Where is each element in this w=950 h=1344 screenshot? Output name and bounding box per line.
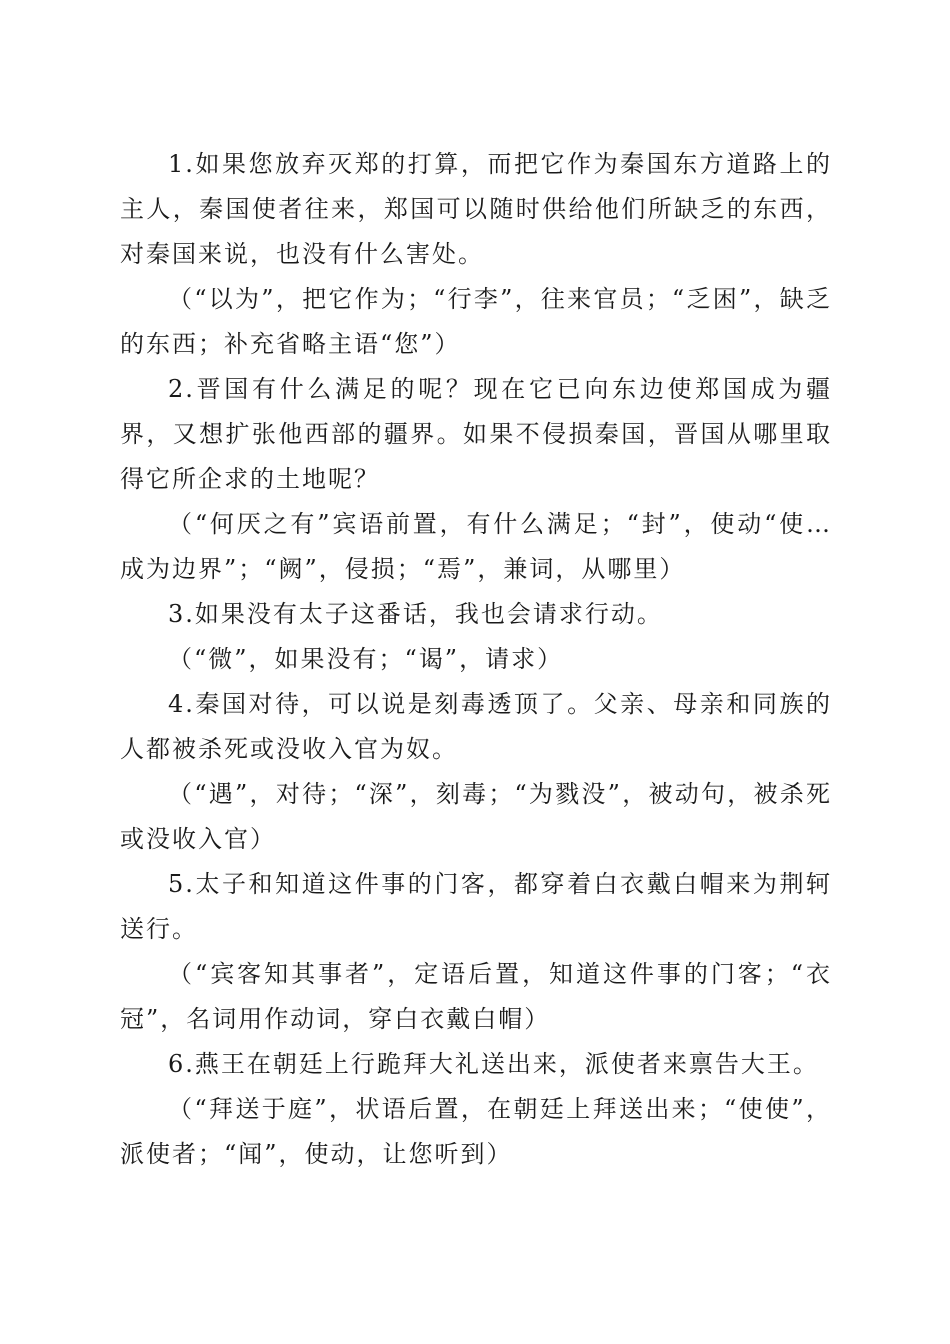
translation-paragraph-3: 3.如果没有太子这番话，我也会请求行动。 bbox=[168, 600, 663, 628]
document-body bbox=[120, 142, 832, 1177]
annotation-paragraph-1: （“以为”，把它作为；“行李”，往来官员；“乏困”，缺乏的东西；补充省略主语“您”） bbox=[120, 285, 832, 358]
translation-paragraph-1: 1.如果您放弃灭郑的打算，而把它作为秦国东方道路上的主人，秦国使者往来，郑国可以随时供给他们所缺乏的东西，对秦国来说，也没有什么害处。 bbox=[120, 150, 832, 268]
annotation-paragraph-5: （“宾客知其事者”，定语后置，知道这件事的门客；“衣冠”，名词用作动词，穿白衣戴白帽） bbox=[120, 960, 832, 1033]
annotation-paragraph-2: （“何厌之有”宾语前置，有什么满足；“封”，使动“使…成为边界”；“阙”，侵损；“焉”，兼词，从哪里） bbox=[120, 510, 832, 583]
annotation-paragraph-3: （“微”，如果没有；“谒”，请求） bbox=[168, 645, 564, 673]
translation-paragraph-5: 5.太子和知道这件事的门客，都穿着白衣戴白帽来为荆轲送行。 bbox=[120, 870, 832, 943]
translation-paragraph-6: 6.燕王在朝廷上行跪拜大礼送出来，派使者来禀告大王。 bbox=[168, 1050, 819, 1078]
translation-paragraph-4: 4.秦国对待，可以说是刻毒透顶了。父亲、母亲和同族的人都被杀死或没收入官为奴。 bbox=[120, 690, 832, 763]
annotation-paragraph-6: （“拜送于庭”，状语后置，在朝廷上拜送出来；“使使”，派使者；“闻”，使动，让您听到） bbox=[120, 1095, 832, 1168]
translation-paragraph-2: 2.晋国有什么满足的呢？现在它已向东边使郑国成为疆界，又想扩张他西部的疆界。如果不侵损秦国，晋国从哪里取得它所企求的土地呢？ bbox=[120, 375, 832, 493]
annotation-paragraph-4: （“遇”，对待；“深”，刻毒；“为戮没”，被动句，被杀死或没收入官） bbox=[120, 780, 832, 853]
